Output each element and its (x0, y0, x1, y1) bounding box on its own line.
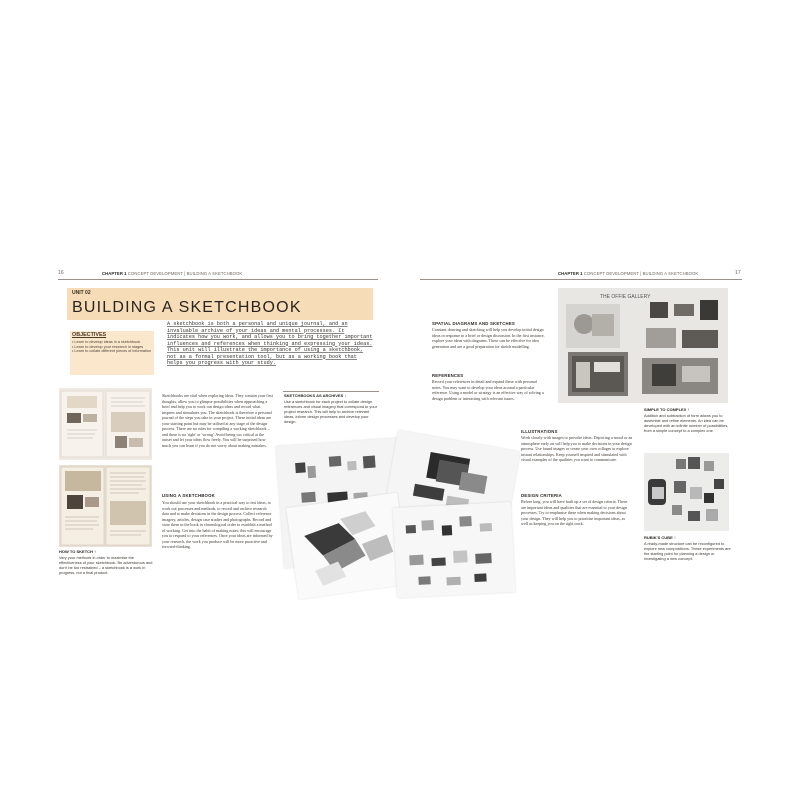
objectives-list (72, 340, 154, 354)
rubiks-cube-photo (644, 453, 729, 531)
model-photo-3 (286, 493, 410, 600)
right-running-chapter: CHAPTER 1 (558, 271, 583, 276)
left-running-rest: CONCEPT DEVELOPMENT | BUILDING A SKETCHBOOK (127, 271, 243, 276)
sketchbook-photo-bottom (59, 465, 152, 547)
right-folio: 17 (735, 270, 741, 276)
rubiks-cube-illustration (644, 453, 729, 531)
gallery-label: THE OFFIE GALLERY (600, 294, 651, 300)
intro-paragraph: A sketchbook is both a personal and unique journal, and an invaluable archive of your ideas and mental processes. It indicates how you work, and allows you to bring together important influences and references when thinking and expressing your ideas. This unit will illustrate the importance of using a sketchbook, not as a formal presentation tool, but as a working book that helps you progress with your study. (167, 321, 373, 366)
caption-archives: Use a sketchbook for each project to collate design references and visual imagery that correspond to your project research. This will help to archive relevant ideas, inform design processes and develop your design. (284, 399, 377, 425)
references-paragraph: Record your references in detail and expand these with personal notes. You may want to develop your ideas around a particular reference. Using a model or strategy is an effective way of solving a design problem or interacting with relevant issues. (432, 379, 544, 401)
left-folio: 16 (58, 270, 64, 276)
illustrations-paragraph: Work closely with images to provoke ideas. Depicting a mood or an atmosphere early on will help you to make decisions in your design process. Use found images or create your own collages to explore instant relationships. Keep yourself inspired and stimulated with visual examples of the qualities you want to communicate. (521, 435, 633, 462)
sketchbook-notes-illustration (59, 465, 152, 547)
sketchbook-photo-top (59, 388, 152, 460)
design-criteria-heading: DESIGN CRITERIA (521, 493, 562, 498)
caption-rubik-heading: RUBIK'S CUBE ↑ (644, 535, 676, 540)
spatial-paragraph: Constant drawing and sketching will help you develop initial design ideas in response to a brief or design discussion. In the first instance, explore your ideas with diagrams. These can be effective for idea generation and are a good preparation for sketch modelling. (432, 327, 545, 349)
unit-label: UNIT 02 (72, 290, 91, 296)
caption-archives-heading: SKETCHBOOKS AS ARCHIVES ↓ (284, 393, 347, 398)
unit-title: BUILDING A SKETCHBOOK (72, 299, 302, 316)
objective-item: • Learn to develop ideas in a sketchbook (72, 340, 141, 344)
gallery-illustration (558, 288, 728, 403)
caption-rubik: A ready-made structure can be reconfigured to explore new compositions. These experiments are the starting point for planning a design or investigating a new concept. (644, 541, 731, 562)
illustrations-heading: ILLUSTRATIONS (521, 429, 558, 434)
caption-simple-heading: SIMPLE TO COMPLEX ↑ (644, 407, 690, 412)
right-running-head (558, 271, 698, 276)
archives-rule (283, 391, 379, 392)
left-running-head (102, 271, 242, 276)
model-photo-3-illustration (286, 493, 410, 600)
objectives-heading: OBJECTIVES (72, 332, 107, 338)
caption-how-to-sketch-heading: HOW TO SKETCH ↑ (59, 549, 97, 554)
design-criteria-paragraph: Before long, you will have built up a set of design criteria. These are important ideas and qualities that are essential to your design processes. Try to emphasise these when making decisions about your design. They will help you to prioritise important ideas, as well as keeping you on the right track. (521, 499, 628, 526)
references-heading: REFERENCES (432, 373, 464, 378)
body-paragraph-2: You should use your sketchbook in a practical way to test ideas, to work out processes and methods, to record and archive research data and to make decisions in the design process. Collect reference imagery, articles, design case studies and photographs. Record and store them in the book in chronological order to establish a method of working. Get into the habit of making notes; this will encourage you to respond to your references. Once your ideas are informed by your research, the work you produce will be more proactive and forward-thinking. (162, 500, 273, 549)
using-sketchbook-heading: USING A SKETCHBOOK (162, 493, 215, 498)
left-running-chapter: CHAPTER 1 (102, 271, 127, 276)
caption-simple: Addition and subtraction of form allows you to assemble and refine elements. An idea can be developed with an infinite number of possibilities, from a simple concept to a complex one. (644, 413, 729, 434)
spatial-heading: SPATIAL DIAGRAMS AND SKETCHES (432, 321, 515, 326)
caption-how-to-sketch: Vary your methods in order to maximise the effectiveness of your sketchbook. Be adventurous and don't be too restrained – a sketchbook is a work in progress, not a final product. (59, 555, 153, 576)
body-paragraph-1: Sketchbooks are vital when exploring ideas. They contain your first thoughts, allow you to glimpse possibilities when approaching a brief and help you to work out design ideas and record what inspires and stimulates you. The sketchbook is therefore a personal journal of the steps you take in your project. These initial ideas are your starting point but may be utilised at any stage of the design process. There are no rules for compiling a working sketchbook – and there is no 'right' or 'wrong'. Avoid being too critical at the outset and let your ideas flow freely. You will be surprised how much you can learn if you do not worry about making mistakes. (162, 393, 273, 448)
right-running-rest: CONCEPT DEVELOPMENT | BUILDING A SKETCHBOOK (583, 271, 699, 276)
model-photo-4 (393, 502, 516, 598)
model-photo-4-illustration (393, 502, 516, 598)
left-header-rule (58, 279, 378, 280)
right-header-rule (420, 279, 742, 280)
objective-item: • Learn to develop your research in stages (72, 344, 144, 349)
sketchbook-spread-illustration (59, 388, 152, 460)
objective-item: • Learn to collate different pieces of information (72, 349, 152, 354)
gallery-photo (558, 288, 728, 403)
